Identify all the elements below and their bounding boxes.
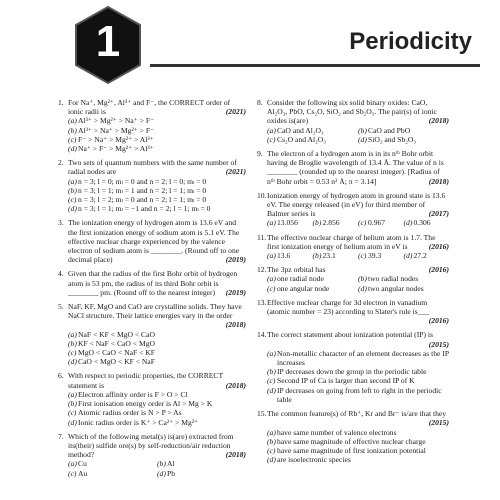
- question-text: [267, 330, 449, 348]
- question-text: [68, 302, 246, 330]
- question-body: The 3pz orbital has: [267, 265, 326, 275]
- question-year: (2016): [428, 241, 449, 251]
- answer-option: [68, 418, 246, 427]
- option-text: Al³⁺ > Na⁺ > Mg²⁺ > F⁻: [78, 125, 155, 135]
- option-text: 13.6: [277, 251, 291, 261]
- answer-option: [358, 218, 404, 227]
- option-list: [257, 349, 449, 404]
- option-label: (a): [267, 348, 276, 358]
- question-year: (2018): [225, 380, 246, 390]
- option-text: have same magnitude of first ionization potential: [277, 445, 426, 455]
- option-text: Na⁺ > F⁻ > Mg²⁺ > Al³⁺: [78, 144, 154, 154]
- question-body: Effective nuclear charge for 3d electron in vanadium (atomic number = 23) according to Slater's rule is___: [267, 297, 430, 317]
- question-year: (2019): [225, 287, 246, 297]
- option-text: CaO and Al₂O₃: [277, 125, 324, 135]
- answer-option: [267, 349, 449, 367]
- answer-option: [267, 274, 358, 283]
- answer-option: [358, 274, 449, 283]
- answer-option: [358, 251, 404, 260]
- option-label: (a): [68, 389, 77, 399]
- answer-option: [267, 446, 449, 455]
- question-year: (2015): [428, 418, 449, 428]
- option-label: (a): [267, 427, 276, 437]
- question-stem: [257, 149, 449, 186]
- option-text: Au: [78, 468, 88, 478]
- option-label: (c): [68, 134, 77, 144]
- option-label: (b): [267, 367, 276, 377]
- option-label: (d): [267, 455, 276, 465]
- question-number: 7.: [58, 431, 64, 441]
- option-label: (d): [358, 283, 367, 293]
- option-label: (b): [68, 125, 77, 135]
- answer-option: [267, 284, 358, 293]
- option-label: (a): [267, 218, 276, 228]
- option-text: Second IP of Ca is larger than second IP of K: [277, 376, 415, 386]
- question-stem: [58, 371, 246, 389]
- option-text: two radial nodes: [368, 274, 419, 284]
- left-column: [58, 98, 246, 483]
- question-text: [267, 233, 449, 251]
- option-label: (c): [358, 251, 367, 261]
- question-text: [267, 149, 449, 186]
- question-body: Which of the following metal(s) is(are) extracted from its(their) sulfide ore(s) by self-reduction/air reduction method?: [68, 431, 234, 460]
- option-label: (a): [68, 329, 77, 339]
- answer-option: [267, 428, 449, 437]
- question-item: [257, 265, 449, 293]
- answer-option: [267, 386, 449, 404]
- option-label: (b): [68, 338, 77, 348]
- question-number: 4.: [58, 269, 64, 279]
- question-number: 1.: [58, 98, 64, 107]
- question-stem: [257, 191, 449, 219]
- option-text: CaO < MgO < KF < NaF: [78, 357, 155, 367]
- question-year: (2017): [428, 209, 449, 219]
- question-year: (2018): [428, 116, 449, 126]
- question-number: 6.: [58, 371, 64, 381]
- answer-option: [157, 459, 246, 468]
- option-text: Non-metallic character of an element decreases as the IP increases: [277, 348, 449, 368]
- question-number: 13.: [257, 297, 267, 307]
- option-label: (c): [358, 218, 367, 228]
- option-label: (a): [68, 459, 77, 469]
- question-number: 10.: [257, 190, 267, 200]
- question-body: The electron of a hydrogen atom is in its nᵗʰ Bohr orbit having de Broglie wavelength of 13.4 Å. The value of n is ________ (rounded up to the nearest integer). [Radius of nᵗʰ Bohr orbit = 0.53 n² Å; π = 3.14]: [267, 149, 444, 186]
- question-body: Two sets of quantum numbers with the same number of radial nodes are: [68, 158, 237, 177]
- question-item: [257, 298, 449, 326]
- page-title: Periodicity: [349, 28, 472, 55]
- question-year: (2018): [428, 176, 449, 186]
- option-list: [58, 177, 246, 214]
- question-stem: [58, 218, 246, 264]
- option-list: [257, 251, 449, 260]
- question-year: (2016): [428, 265, 449, 275]
- question-body: The effective nuclear charge of helium atom is 1.7. The first ionization energy of helium atom in eV is: [267, 232, 436, 251]
- question-item: [257, 330, 449, 404]
- question-year: (2018): [225, 450, 246, 460]
- answer-option: [267, 218, 313, 227]
- question-year: (2021): [225, 167, 246, 177]
- question-stem: [257, 330, 449, 348]
- option-label: (b): [312, 251, 322, 261]
- option-label: (d): [68, 357, 77, 367]
- option-list: [257, 428, 449, 465]
- question-year: (2016): [428, 316, 449, 326]
- answer-option: [68, 204, 246, 213]
- option-list: [58, 459, 246, 477]
- option-text: Atomic radius order is N > P > As: [78, 408, 182, 418]
- option-text: F⁻ > Na⁺ > Mg²⁺ > Al³⁺: [78, 134, 154, 144]
- chapter-number: 1: [95, 17, 121, 66]
- option-label: (d): [68, 417, 77, 427]
- answer-option: [267, 367, 449, 376]
- option-text: 23.1: [322, 251, 336, 261]
- option-text: n = 3; l = 0; mₗ = 0 and n = 2; l = 0; mₗ = 0: [78, 176, 207, 186]
- question-text: [267, 265, 449, 274]
- question-number: 2.: [58, 158, 64, 168]
- option-label: (d): [267, 385, 276, 395]
- option-text: Al³⁺ > Mg²⁺ > Na⁺ > F⁻: [78, 116, 155, 126]
- question-body: The ionization energy of hydrogen atom is 13.6 eV and the first ionization energy of sodium atom is 5.1 eV. The effective nuclear charge experienced by the valence electron of sodium atom is ________. (Round off to one decimal place): [68, 218, 240, 265]
- question-item: [58, 158, 246, 213]
- answer-option: [68, 177, 246, 186]
- answer-option: [68, 144, 246, 153]
- question-item: [257, 98, 449, 144]
- answer-option: [68, 357, 246, 366]
- answer-option: [157, 469, 246, 478]
- option-text: NaF < KF < MgO < CaO: [78, 329, 155, 339]
- answer-option: [267, 135, 358, 144]
- question-item: [58, 371, 246, 426]
- question-item: [58, 218, 246, 264]
- option-label: (d): [68, 144, 77, 154]
- answer-option: [267, 251, 313, 260]
- option-label: (c): [68, 408, 77, 418]
- question-text: [68, 371, 246, 389]
- question-item: [257, 233, 449, 261]
- option-text: KF < NaF < CaO < MgO: [78, 338, 155, 348]
- option-label: (b): [68, 185, 77, 195]
- answer-option: [68, 116, 246, 125]
- option-label: (d): [68, 204, 77, 214]
- option-text: IP decreases down the group in the periodic table: [277, 367, 427, 377]
- question-body: Given that the radius of the first Bohr orbit of hydrogen atom is 53 pm, the radius of its third Bohr orbit is ________ pm. (Round off to the nearest integer): [68, 269, 238, 297]
- answer-option: [358, 126, 449, 135]
- answer-option: [267, 455, 449, 464]
- question-item: [58, 269, 246, 297]
- answer-option: [68, 186, 246, 195]
- answer-option: [68, 399, 246, 408]
- answer-option: [68, 330, 246, 339]
- question-body: With respect to periodic properties, the CORRECT statement is: [68, 371, 223, 390]
- answer-option: [68, 126, 246, 135]
- answer-option: [68, 348, 246, 357]
- question-text: [68, 269, 246, 297]
- right-column: [257, 98, 449, 469]
- answer-option: [267, 126, 358, 135]
- option-list: [257, 126, 449, 144]
- option-label: (b): [358, 125, 367, 135]
- answer-option: [358, 135, 449, 144]
- option-text: 0.306: [413, 218, 431, 228]
- question-number: 8.: [257, 98, 263, 107]
- option-text: Electron affinity order is F > O > Cl: [78, 389, 188, 399]
- option-label: (a): [68, 176, 77, 186]
- question-stem: [58, 432, 246, 460]
- option-text: First ionisation energy order is Al > Mg > K: [78, 399, 213, 409]
- option-text: SiO₂ and Sb₂O₃: [368, 134, 417, 144]
- option-text: 2.856: [322, 218, 340, 228]
- answer-option: [68, 408, 246, 417]
- option-text: two angular nodes: [368, 283, 424, 293]
- question-number: 5.: [58, 302, 64, 312]
- question-number: 15.: [257, 409, 267, 419]
- option-text: one angular node: [277, 283, 330, 293]
- option-label: (b): [68, 399, 77, 409]
- question-item: [257, 149, 449, 186]
- option-label: (b): [157, 459, 166, 469]
- chapter-header: [0, 0, 500, 88]
- answer-option: [404, 251, 450, 260]
- option-label: (a): [267, 274, 276, 284]
- question-number: 3.: [58, 218, 64, 228]
- question-text: [68, 158, 246, 176]
- question-text: [68, 98, 246, 116]
- option-text: 27.2: [413, 251, 427, 261]
- option-text: Cu: [78, 459, 87, 469]
- question-number: 11.: [257, 232, 267, 242]
- option-text: have same number of valence electrons: [277, 427, 397, 437]
- option-label: (c): [68, 348, 77, 358]
- answer-option: [404, 218, 450, 227]
- question-number: 12.: [257, 265, 267, 275]
- option-text: are isoelectronic species: [277, 455, 351, 465]
- header-rule: [150, 64, 480, 67]
- option-text: 13.056: [277, 218, 298, 228]
- question-item: [58, 302, 246, 366]
- option-text: one radial node: [277, 274, 324, 284]
- option-label: (c): [68, 195, 77, 205]
- answer-option: [68, 339, 246, 348]
- option-label: (c): [267, 445, 276, 455]
- option-label: (c): [267, 134, 276, 144]
- question-year: (2015): [428, 339, 449, 349]
- answer-option: [68, 135, 246, 144]
- question-text: [267, 98, 449, 126]
- question-stem: [257, 298, 449, 326]
- option-label: (b): [267, 436, 276, 446]
- answer-option: [313, 251, 359, 260]
- option-text: 0.967: [368, 218, 386, 228]
- question-year: (2021): [225, 107, 246, 117]
- option-label: (b): [312, 218, 322, 228]
- question-text: [267, 191, 449, 219]
- option-list: [58, 390, 246, 427]
- question-text: [68, 218, 246, 264]
- option-label: (d): [403, 251, 413, 261]
- question-body: NaF, KF, MgO and CaO are crystalline solids. They have NaCl structure. Their lattice energies vary in the order: [68, 302, 242, 321]
- question-item: [58, 432, 246, 478]
- option-text: Ionic radius order is K⁺ > Ca²⁺ > Mg²⁺: [78, 417, 199, 427]
- option-list: [257, 218, 449, 227]
- question-item: [58, 98, 246, 153]
- answer-option: [267, 437, 449, 446]
- question-stem: [58, 98, 246, 116]
- option-text: Al: [167, 459, 175, 469]
- question-body: The common feature(s) of Rb⁺, Kr and Br⁻ is/are that they: [267, 409, 447, 419]
- option-text: n = 3; l = 1; mₗ = −1 and n = 2; l = 1; mₗ = 0: [78, 204, 211, 214]
- question-year: (2019): [225, 255, 246, 265]
- question-stem: [257, 98, 449, 126]
- option-text: MgO < CaO < NaF < KF: [78, 348, 155, 358]
- question-stem: [58, 158, 246, 176]
- question-stem: [58, 269, 246, 297]
- question-stem: [257, 265, 449, 274]
- option-text: CaO and PbO: [368, 125, 411, 135]
- option-label: (b): [358, 274, 367, 284]
- question-body: The correct statement about ionization potential (IP) is: [267, 330, 433, 340]
- option-text: IP decreases on going from left to right in the periodic table: [277, 385, 442, 404]
- option-label: (c): [267, 283, 276, 293]
- question-stem: [257, 233, 449, 251]
- option-label: (d): [157, 468, 166, 478]
- option-text: n = 3; l = 1; mₗ = 1 and n = 2; l = 1; mₗ = 0: [78, 185, 207, 195]
- option-list: [58, 330, 246, 367]
- option-label: (d): [358, 134, 367, 144]
- answer-option: [68, 459, 157, 468]
- option-list: [257, 274, 449, 292]
- option-label: (c): [267, 376, 276, 386]
- question-text: [267, 409, 449, 427]
- answer-option: [68, 469, 157, 478]
- question-text: [267, 298, 449, 326]
- option-text: Pb: [167, 468, 176, 478]
- question-stem: [257, 409, 449, 427]
- question-body: For Na⁺, Mg²⁺, Al³⁺ and F⁻, the CORRECT order of ionic radii is: [68, 98, 231, 117]
- chapter-badge: [73, 5, 143, 85]
- option-label: (d): [403, 218, 413, 228]
- option-text: n = 3; l = 2; mₗ = 0 and n = 2; l = 1; mₗ = 0: [78, 195, 207, 205]
- question-text: [68, 432, 246, 460]
- answer-option: [358, 284, 449, 293]
- question-item: [257, 409, 449, 464]
- option-text: 39.3: [368, 251, 382, 261]
- question-body: Consider the following six solid binary oxides: CaO, Al₂O₃, PbO, Cs₂O, SiO₂ and Sb₂O₃. The pair(s) of ionic oxides is(are): [267, 98, 437, 126]
- question-body: Ionization energy of hydrogen atom in ground state is 13.6 eV. The energy released (in eV) for third member of Balmer series is: [267, 190, 446, 219]
- answer-option: [68, 195, 246, 204]
- question-stem: [58, 302, 246, 330]
- option-text: have same magnitude of effective nuclear charge: [277, 436, 426, 446]
- option-label: (a): [68, 116, 77, 126]
- question-number: 9.: [257, 149, 263, 159]
- option-label: (a): [267, 125, 276, 135]
- option-text: Cs₂O and Al₂O₃: [277, 134, 326, 144]
- answer-option: [313, 218, 359, 227]
- question-number: 14.: [257, 330, 267, 340]
- option-label: (c): [68, 468, 77, 478]
- answer-option: [267, 376, 449, 385]
- answer-option: [68, 390, 246, 399]
- question-year: (2018): [225, 320, 246, 330]
- question-item: [257, 191, 449, 228]
- option-list: [58, 116, 246, 153]
- option-label: (a): [267, 251, 276, 261]
